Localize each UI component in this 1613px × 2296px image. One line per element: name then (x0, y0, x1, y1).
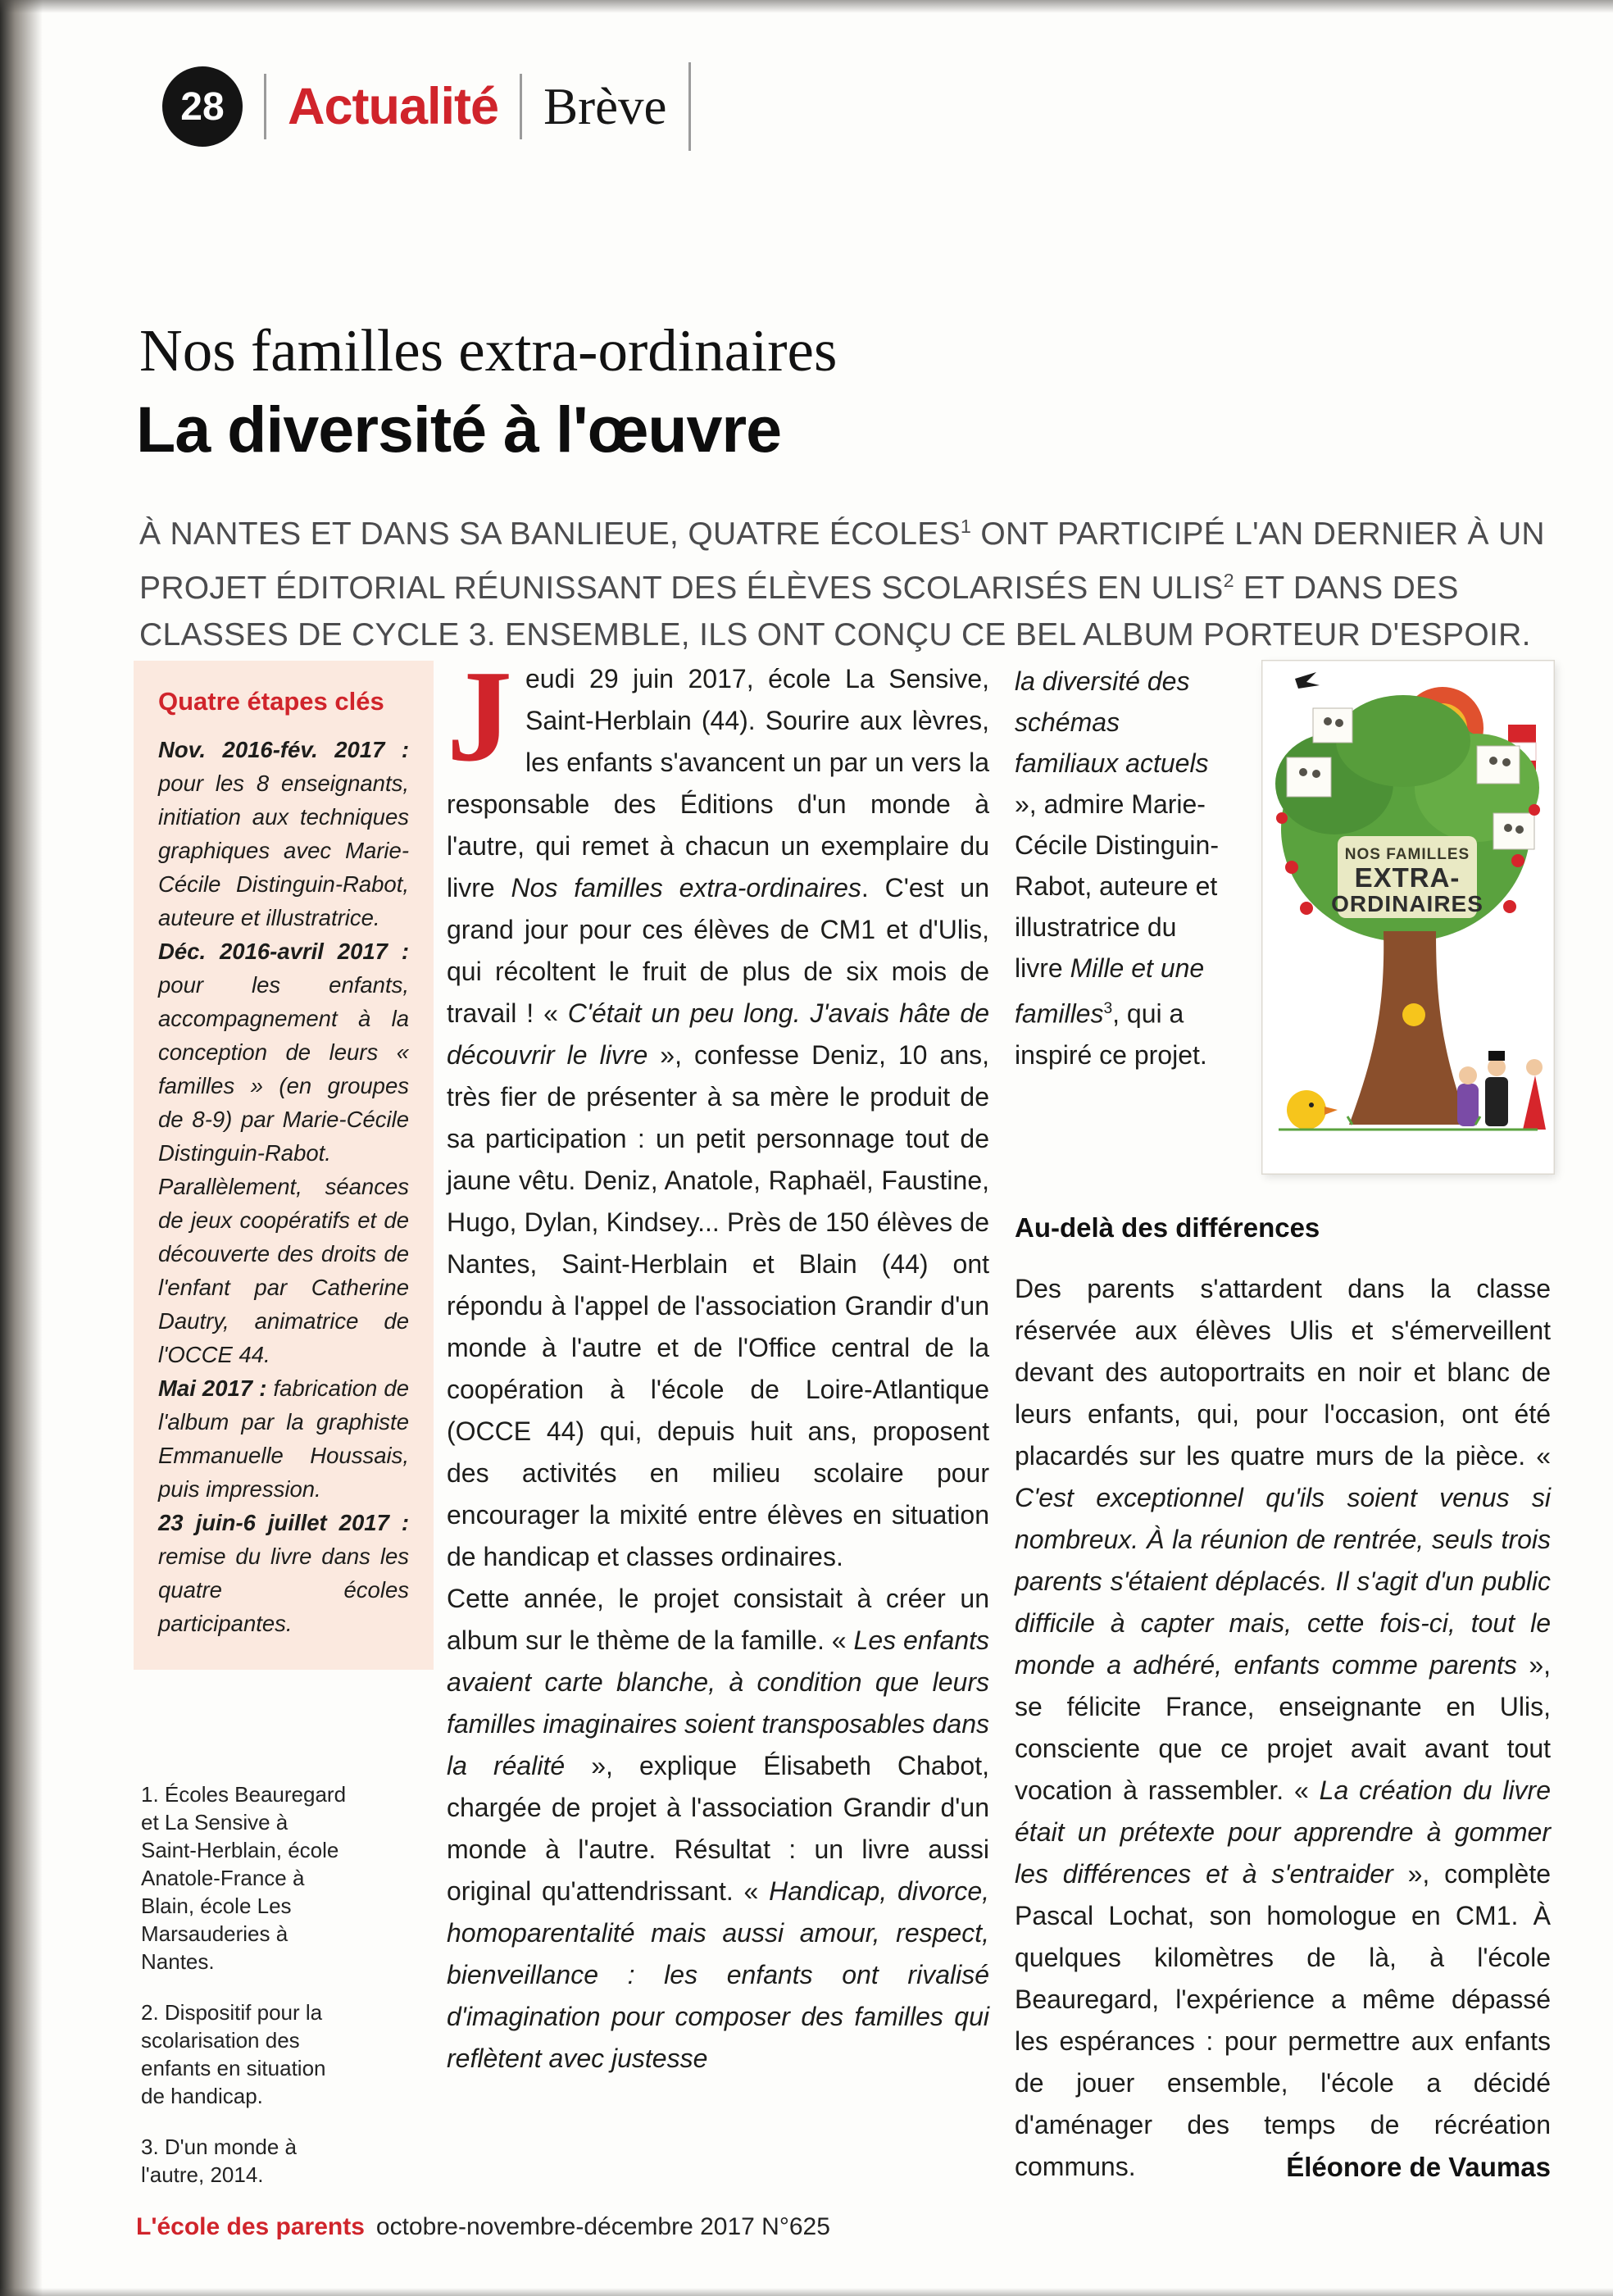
scan-bottom-shadow (0, 2288, 1613, 2296)
article-paragraph-2: Cette année, le projet consistait à créer un album sur le thème de la famille. « Les enfants avaient carte blanche, à condition que leurs familles imaginaires soient transposables dans la réalité », explique Élisabeth Chabot, chargée de projet à l'association Grandir d'un monde à l'autre. Résultat : un livre aussi original qu'attendrissant. « Handicap, divorce, homoparentalité mais aussi amour, respect, bienveillance : les enfants ont rivalisé d'imagination pour composer des familles qui reflètent avec justesse (447, 1584, 990, 2073)
cover-small-bird (1402, 1003, 1425, 1026)
header-divider (264, 74, 266, 139)
author-signature: Éléonore de Vaumas (1286, 2152, 1551, 2182)
scan-top-shadow (0, 0, 1613, 13)
article-main-column (447, 643, 990, 2080)
dropcap-letter: J (447, 643, 512, 789)
footnote-1: 1. Écoles Beauregard et La Sensive à Saint-Herblain, école Anatole-France à Blain, école Les Marsauderies à Nantes. (141, 1782, 347, 1974)
article-title: La diversité à l'œuvre (136, 393, 782, 466)
cover-title-line2: ORDINAIRES (1331, 891, 1484, 916)
book-cover-illustration (1262, 661, 1554, 1174)
issue-info: octobre-novembre-décembre 2017 N°625 (375, 2213, 830, 2240)
section-label: Actualité (288, 78, 499, 135)
subsection-label: Brève (543, 77, 667, 135)
cover-title-small: NOS FAMILLES (1344, 846, 1470, 863)
footnotes (141, 1780, 348, 2212)
magazine-name: L'école des parents (136, 2213, 365, 2240)
cover-title-line1: EXTRA- (1354, 862, 1461, 893)
header-divider (688, 62, 691, 151)
book-cover-image (1262, 661, 1554, 1174)
article-subheading: Au-delà des différences (1015, 1212, 1320, 1243)
article-standfirst: À NANTES ET DANS SA BANLIEUE, QUATRE ÉCOLES$^1$ ONT PARTICIPÉ L'AN DERNIER À UN PROJET ÉDITORIAL RÉUNISSANT DES ÉLÈVES SCOLARISÉS EN ULIS$^2$ ET DANS DES CLASSES DE CYCLE 3. ENSEMBLE, ILS ONT CONÇU CE BEL ALBUM PORTEUR D'ESPOIR. (139, 516, 1545, 652)
page-footer (136, 2213, 830, 2241)
right-column-wrap-text: la diversité des schémas familiaux actuels », admire Marie-Cécile Distinguin-Rabot, auteure et illustratrice du livre Mille et une familles$^3$, qui a inspiré ce projet. (1015, 666, 1219, 1070)
paragraph-text: eudi 29 juin 2017, école La Sensive, Saint-Herblain (44). Sourire aux lèvres, les enfants s'avancent un par un vers la responsable des Éditions d'un monde à l'autre, qui remet à chacun un exemplaire du livre Nos familles extra-ordinaires. C'est un grand jour pour ces élèves de CM1 et d'Ulis, qui récoltent le fruit de plus de six mois de travail ! « C'était un peu long. J'avais hâte de découvrir le livre », confesse Deniz, 10 ans, très fier de présenter à sa mère le produit de sa participation : un petit personnage tout de jaune vêtu. Deniz, Anatole, Raphaël, Faustine, Hugo, Dylan, Kindsey... Près de 150 élèves de Nantes, Saint-Herblain et Blain (44) ont répondu à l'appel de l'association Grandir d'un monde à l'autre et de l'Office central de la coopération à l'école de Loire-Atlantique (OCCE 44) qui, depuis huit ans, proposent des activités en milieu scolaire pour encourager la mixité entre élèves en situation de handicap et classes ordinaires. (447, 664, 990, 1571)
header-divider (520, 74, 522, 139)
article-kicker-title: Nos familles extra-ordinaires (139, 317, 838, 384)
footnote-3: 3. D'un monde à l'autre, 2014. (141, 2135, 297, 2187)
article-paragraph-1 (447, 643, 990, 1578)
sidebar-box (134, 661, 434, 1670)
footnote-2: 2. Dispositif pour la scolarisation des enfants en situation de handicap. (141, 2000, 326, 2108)
page-number-badge: 28 (162, 66, 243, 147)
sidebar-heading: Quatre étapes clés (158, 687, 384, 716)
sidebar-step: Mai 2017 : fabrication de l'album par la graphiste Emmanuelle Houssais, puis impression. (158, 1375, 409, 1502)
sidebar-step: Nov. 2016-fév. 2017 : pour les 8 enseignants, initiation aux techniques graphiques avec Marie-Cécile Distinguin-Rabot, auteure et illustratrice. (158, 737, 409, 930)
sidebar-step: 23 juin-6 juillet 2017 : remise du livre dans les quatre écoles participantes. (158, 1510, 409, 1636)
article-paragraph-3: Des parents s'attardent dans la classe réservée aux élèves Ulis et s'émerveillent devant des autoportraits en noir et blanc de leurs enfants, qui, pour l'occasion, ont été placardés sur les quatre murs de la pièce. « C'est exceptionnel qu'ils soient venus si nombreux. À la réunion de rentrée, seuls trois parents s'étaient déplacés. Il s'agit d'un public difficile à capter mais, cette fois-ci, tout le monde a adhéré, enfants comme parents », se félicite France, enseignante en Ulis, consciente que ce projet avait avant tout vocation à rassembler. « La création du livre était un prétexte pour apprendre à gommer les différences et à s'entraider », complète Pascal Lochat, son homologue en CM1. À quelques kilomètres de là, à l'école Beauregard, l'expérience a même dépassé les espérances : pour permettre aux enfants de jouer ensemble, l'école a décidé d'aménager des temps de récréation communs. (1015, 1274, 1552, 2181)
page-header (162, 62, 691, 151)
sidebar-step: Déc. 2016-avril 2017 : pour les enfants, accompagnement à la conception de leurs « familles » (en groupes de 8-9) par Marie-Cécile Distinguin-Rabot. Parallèlement, séances de jeux coopératifs et de découverte des droits de l'enfant par Catherine Dautry, animatrice de l'OCCE 44. (158, 939, 409, 1367)
scan-gutter-shadow (0, 0, 43, 2296)
